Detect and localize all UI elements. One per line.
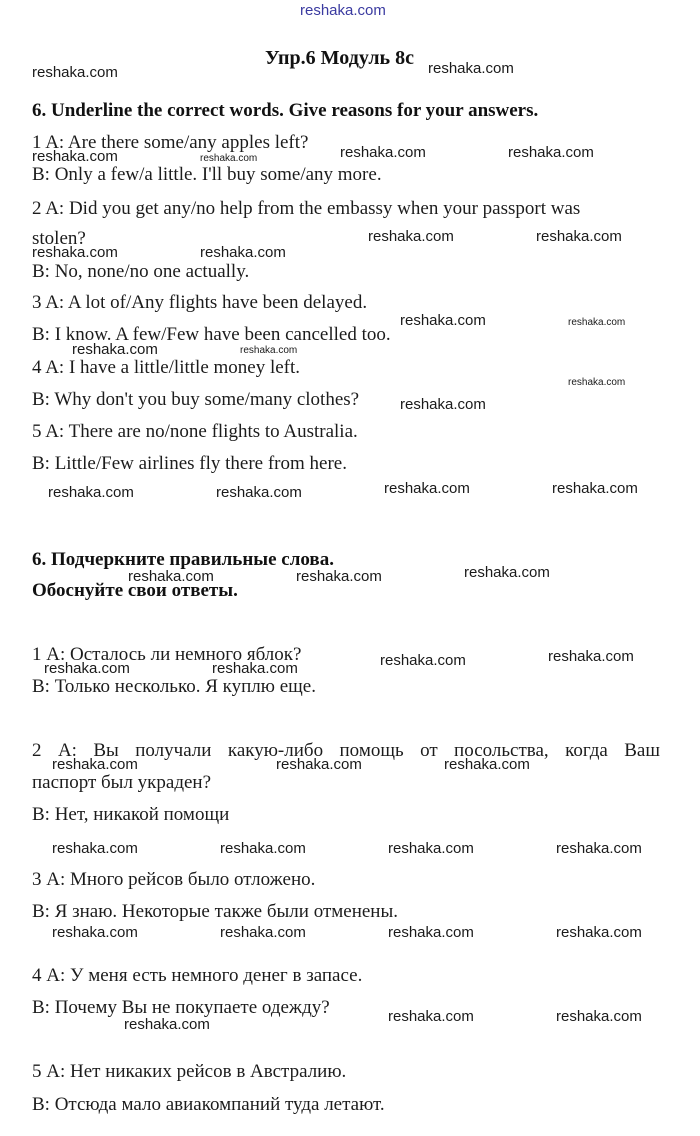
russian-line: паспорт был украден? xyxy=(32,772,212,793)
english-line: B: Only a few/a little. I'll buy some/any more. xyxy=(32,164,382,185)
watermark: reshaka.com xyxy=(200,244,286,261)
english-line: 4 A: I have a little/little money left. xyxy=(32,357,301,378)
watermark: reshaka.com xyxy=(388,1008,474,1025)
watermark: reshaka.com xyxy=(552,480,638,497)
english-heading: 6. Underline the correct words. Give reasons for your answers. xyxy=(32,100,539,121)
watermark: reshaka.com xyxy=(556,924,642,941)
watermark: reshaka.com xyxy=(556,1008,642,1025)
watermark: reshaka.com xyxy=(44,660,130,677)
watermark: reshaka.com xyxy=(220,840,306,857)
watermark: reshaka.com xyxy=(508,144,594,161)
english-line: 5 A: There are no/none flights to Australia. xyxy=(32,421,358,442)
english-line: B: I know. A few/Few have been cancelled too. xyxy=(32,324,391,345)
russian-line: В: Нет, никакой помощи xyxy=(32,804,230,825)
watermark: reshaka.com xyxy=(568,317,626,328)
watermark: reshaka.com xyxy=(52,840,138,857)
watermark: reshaka.com xyxy=(212,660,298,677)
watermark: reshaka.com xyxy=(240,345,298,356)
watermark: reshaka.com xyxy=(380,652,466,669)
watermark: reshaka.com xyxy=(556,840,642,857)
watermark: reshaka.com xyxy=(124,1016,210,1033)
watermark: reshaka.com xyxy=(384,480,470,497)
watermark: reshaka.com xyxy=(464,564,550,581)
russian-heading: Обоснуйте свои ответы. xyxy=(32,580,238,601)
watermark: reshaka.com xyxy=(444,756,530,773)
watermark: reshaka.com xyxy=(568,377,626,388)
watermark: reshaka.com xyxy=(368,228,454,245)
russian-line: В: Только несколько. Я куплю еще. xyxy=(32,676,316,697)
russian-line: 2 А: Вы получали какую-либо помощь от посольства, когда Ваш xyxy=(32,740,660,761)
watermark: reshaka.com xyxy=(32,148,118,165)
watermark: reshaka.com xyxy=(32,244,118,261)
watermark: reshaka.com xyxy=(400,312,486,329)
watermark: reshaka.com xyxy=(48,484,134,501)
watermark: reshaka.com xyxy=(400,396,486,413)
russian-line: 4 А: У меня есть немного денег в запасе. xyxy=(32,965,363,986)
english-line: 1 A: Are there some/any apples left? xyxy=(32,132,309,153)
english-line: stolen? xyxy=(32,228,86,249)
watermark: reshaka.com xyxy=(340,144,426,161)
english-line: B: Little/Few airlines fly there from here. xyxy=(32,453,347,474)
watermark: reshaka.com xyxy=(52,924,138,941)
russian-line: В: Почему Вы не покупаете одежду? xyxy=(32,997,330,1018)
watermark: reshaka.com xyxy=(388,924,474,941)
watermark: reshaka.com xyxy=(536,228,622,245)
page-title: Упр.6 Модуль 8c xyxy=(265,47,415,69)
watermark: reshaka.com xyxy=(52,756,138,773)
russian-line: 1 А: Осталось ли немного яблок? xyxy=(32,644,302,665)
english-line: 2 A: Did you get any/no help from the embassy when your passport was xyxy=(32,198,581,219)
watermark: reshaka.com xyxy=(388,840,474,857)
watermark: reshaka.com xyxy=(296,568,382,585)
watermark: reshaka.com xyxy=(220,924,306,941)
watermark: reshaka.com xyxy=(276,756,362,773)
russian-line: В: Отсюда мало авиакомпаний туда летают. xyxy=(32,1094,385,1115)
russian-line: 5 А: Нет никаких рейсов в Австралию. xyxy=(32,1061,347,1082)
watermark: reshaka.com xyxy=(200,153,258,164)
site-link[interactable]: reshaka.com xyxy=(300,2,386,19)
russian-line: 3 А: Много рейсов было отложено. xyxy=(32,869,316,890)
russian-heading: 6. Подчеркните правильные слова. xyxy=(32,549,334,570)
watermark: reshaka.com xyxy=(128,568,214,585)
watermark: reshaka.com xyxy=(32,64,118,81)
watermark: reshaka.com xyxy=(216,484,302,501)
watermark: reshaka.com xyxy=(72,341,158,358)
english-line: B: No, none/no one actually. xyxy=(32,261,250,282)
english-line: 3 A: A lot of/Any flights have been delayed. xyxy=(32,292,368,313)
watermark: reshaka.com xyxy=(548,648,634,665)
english-line: B: Why don't you buy some/many clothes? xyxy=(32,389,360,410)
watermark: reshaka.com xyxy=(428,60,514,77)
russian-line: В: Я знаю. Некоторые также были отменены. xyxy=(32,901,398,922)
